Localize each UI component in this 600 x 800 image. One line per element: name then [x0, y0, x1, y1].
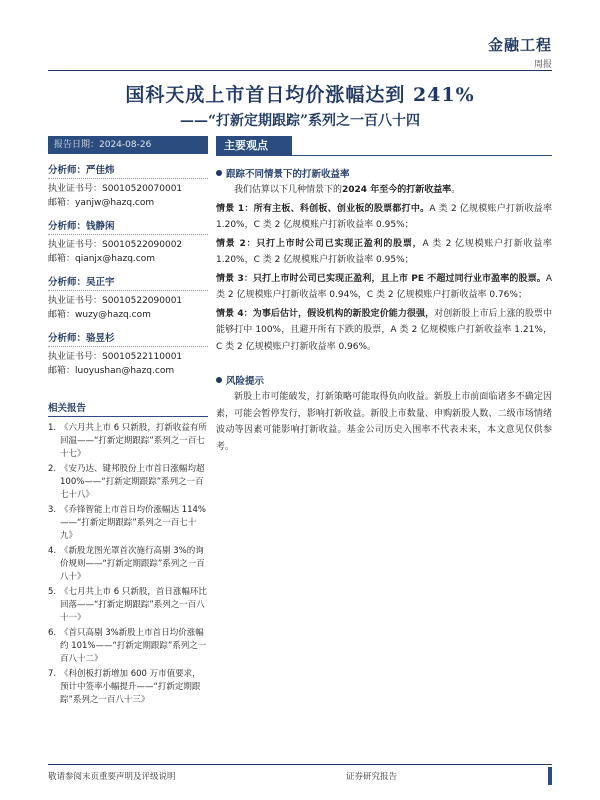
section-intro [216, 182, 552, 199]
analyst-email[interactable]: 邮箱：luoyushan@hazq.com [48, 366, 175, 376]
intro-bold: 2024 年至今的打新收益率 [342, 185, 452, 195]
scenario-paragraph [216, 271, 552, 304]
analyst-email[interactable]: 邮箱：wuzy@hazq.com [48, 310, 151, 320]
scenario-text: A 类 2 亿规模账户打新收益率 0.94%，C 类 2 亿规模账户打新收益率 0.76%； [216, 273, 552, 300]
bullet-icon [216, 377, 222, 383]
related-report-text: 《首只高剔 3%新股上市首日均价涨幅约 101%——“打新定期跟踪”系列之一百八十二》 [60, 628, 207, 664]
related-report-text: 《安乃达、键邦股份上市首日涨幅均超 100%——“打新定期跟踪”系列之一百七十八》 [60, 464, 205, 500]
report-title: 国科天成上市首日均价涨幅达到 241% [125, 84, 475, 106]
related-report-item[interactable] [48, 504, 208, 543]
analyst-email[interactable]: 邮箱：yanjw@hazq.com [48, 198, 155, 208]
scenario-label: 情景 1：所有主板、科创板、创业板的股票都打中。 [216, 203, 430, 214]
related-report-item[interactable] [48, 545, 208, 584]
section-title [216, 166, 552, 180]
section-title [216, 373, 552, 387]
related-report-item[interactable] [48, 668, 208, 707]
related-report-item[interactable] [48, 422, 208, 461]
bullet-icon [216, 170, 222, 176]
analyst-name: 分析师：钱静闲 [48, 218, 208, 235]
related-report-text: 《七月共上市 6 只新股，首日涨幅环比回落——“打新定期跟踪”系列之一百八十一》 [60, 587, 207, 623]
related-report-text: 《乔锋智能上市首日均价涨幅达 114%——“打新定期跟踪”系列之一百七十九》 [60, 505, 207, 541]
scenario-text: A 类 2 亿规模账户打新收益率 1.20%，C 类 2 亿规模账户打新收益率 0.95%； [216, 238, 552, 265]
footer-disclaimer: 敬请参阅末页重要声明及评级说明 [48, 772, 176, 782]
footer-page-bar [548, 767, 552, 785]
related-report-text: 《六月共上市 6 只新股，打新收益有所回温——“打新定期跟踪”系列之一百七十七》 [60, 423, 207, 459]
scenario-paragraph [216, 236, 552, 269]
report-type: 周报 [533, 60, 552, 70]
scenario-label: 情景 2：只打上市时公司已实现正盈利的股票， [216, 238, 423, 249]
section-title-text: 跟踪不同情景下的打新收益率 [226, 169, 350, 180]
report-subtitle: ——“打新定期跟踪”系列之一百八十四 [179, 113, 421, 129]
main-heading-rule [216, 155, 552, 156]
analyst-cert: 执业证书号：S0010520070001 [48, 184, 183, 194]
report-category: 金融工程 [487, 36, 552, 54]
related-report-number: 1. [48, 423, 57, 433]
report-date: 报告日期：2024-08-26 [48, 136, 208, 154]
related-reports-heading: 相关报告 [48, 400, 208, 417]
scenario-label: 情景 3：只打上市时公司已实现正盈利，且上市 PE 不超过同行业市盈率的股票。 [216, 273, 546, 284]
related-report-item[interactable] [48, 627, 208, 666]
scenario-text: 对创新股上市后上涨的股票中能够打中 100%，且避开所有下跌的股票，A 类 2 亿规模账户打新收益率 1.21%，C 类 2 亿规模账户打新收益率 0.96%。 [216, 308, 552, 352]
analyst-name: 分析师：骆昱杉 [48, 330, 208, 347]
related-report-item[interactable] [48, 463, 208, 502]
analyst-name: 分析师：吴正宇 [48, 274, 208, 291]
scenario-paragraph [216, 306, 552, 356]
main-points-heading: 主要观点 [216, 136, 292, 155]
analyst-block [48, 218, 208, 266]
analyst-block [48, 330, 208, 378]
analyst-cert: 执业证书号：S0010522110001 [48, 352, 183, 362]
related-report-number: 4. [48, 546, 57, 556]
analyst-cert: 执业证书号：S0010522090002 [48, 240, 183, 250]
analyst-block [48, 162, 208, 210]
intro-prefix: 我们估算以下几种情景下的 [234, 185, 343, 195]
related-report-text: 《科创板打新增加 600 万市值要求，预计中签率小幅提升——“打新定期跟踪”系列之一百八十三》 [60, 669, 201, 705]
footer-divider [48, 764, 552, 765]
intro-suffix: 。 [451, 185, 461, 195]
analyst-email[interactable]: 邮箱：qianjx@hazq.com [48, 254, 155, 264]
related-report-text: 《新股龙图光罩首次施行高剔 3%的询价规则——“打新定期跟踪”系列之一百八十》 [60, 546, 205, 582]
related-report-number: 2. [48, 464, 57, 474]
risk-paragraph: 新股上市可能破发，打新策略可能取得负向收益。新股上市前面临诸多不确定因素，可能会暂停发行，影响打新收益。新股上市数量、申购新股人数、二级市场情绪波动等因素可能影响打新收益。基金公司历史入围率不代表未来，本文意见仅供参考。 [216, 392, 552, 452]
related-report-number: 5. [48, 587, 57, 597]
related-report-number: 6. [48, 628, 57, 638]
main-content [216, 136, 552, 455]
related-report-number: 7. [48, 669, 57, 679]
related-report-item[interactable] [48, 586, 208, 625]
related-report-number: 3. [48, 505, 57, 515]
footer-report-type: 证券研究报告 [346, 772, 398, 782]
analyst-cert: 执业证书号：S0010522090001 [48, 296, 183, 306]
analyst-name: 分析师：严佳炜 [48, 162, 208, 179]
header-divider [48, 70, 552, 71]
section-title-text: 风险提示 [226, 376, 265, 387]
sidebar [48, 136, 208, 709]
scenario-paragraph [216, 201, 552, 234]
scenario-text: A 类 2 亿规模账户打新收益率 1.20%，C 类 2 亿规模账户打新收益率 0.95%； [216, 203, 553, 230]
scenario-label: 情景 4：为事后估计，假设机构的新股定价能力很强， [216, 308, 435, 319]
analyst-block [48, 274, 208, 322]
related-reports-list [48, 422, 208, 707]
